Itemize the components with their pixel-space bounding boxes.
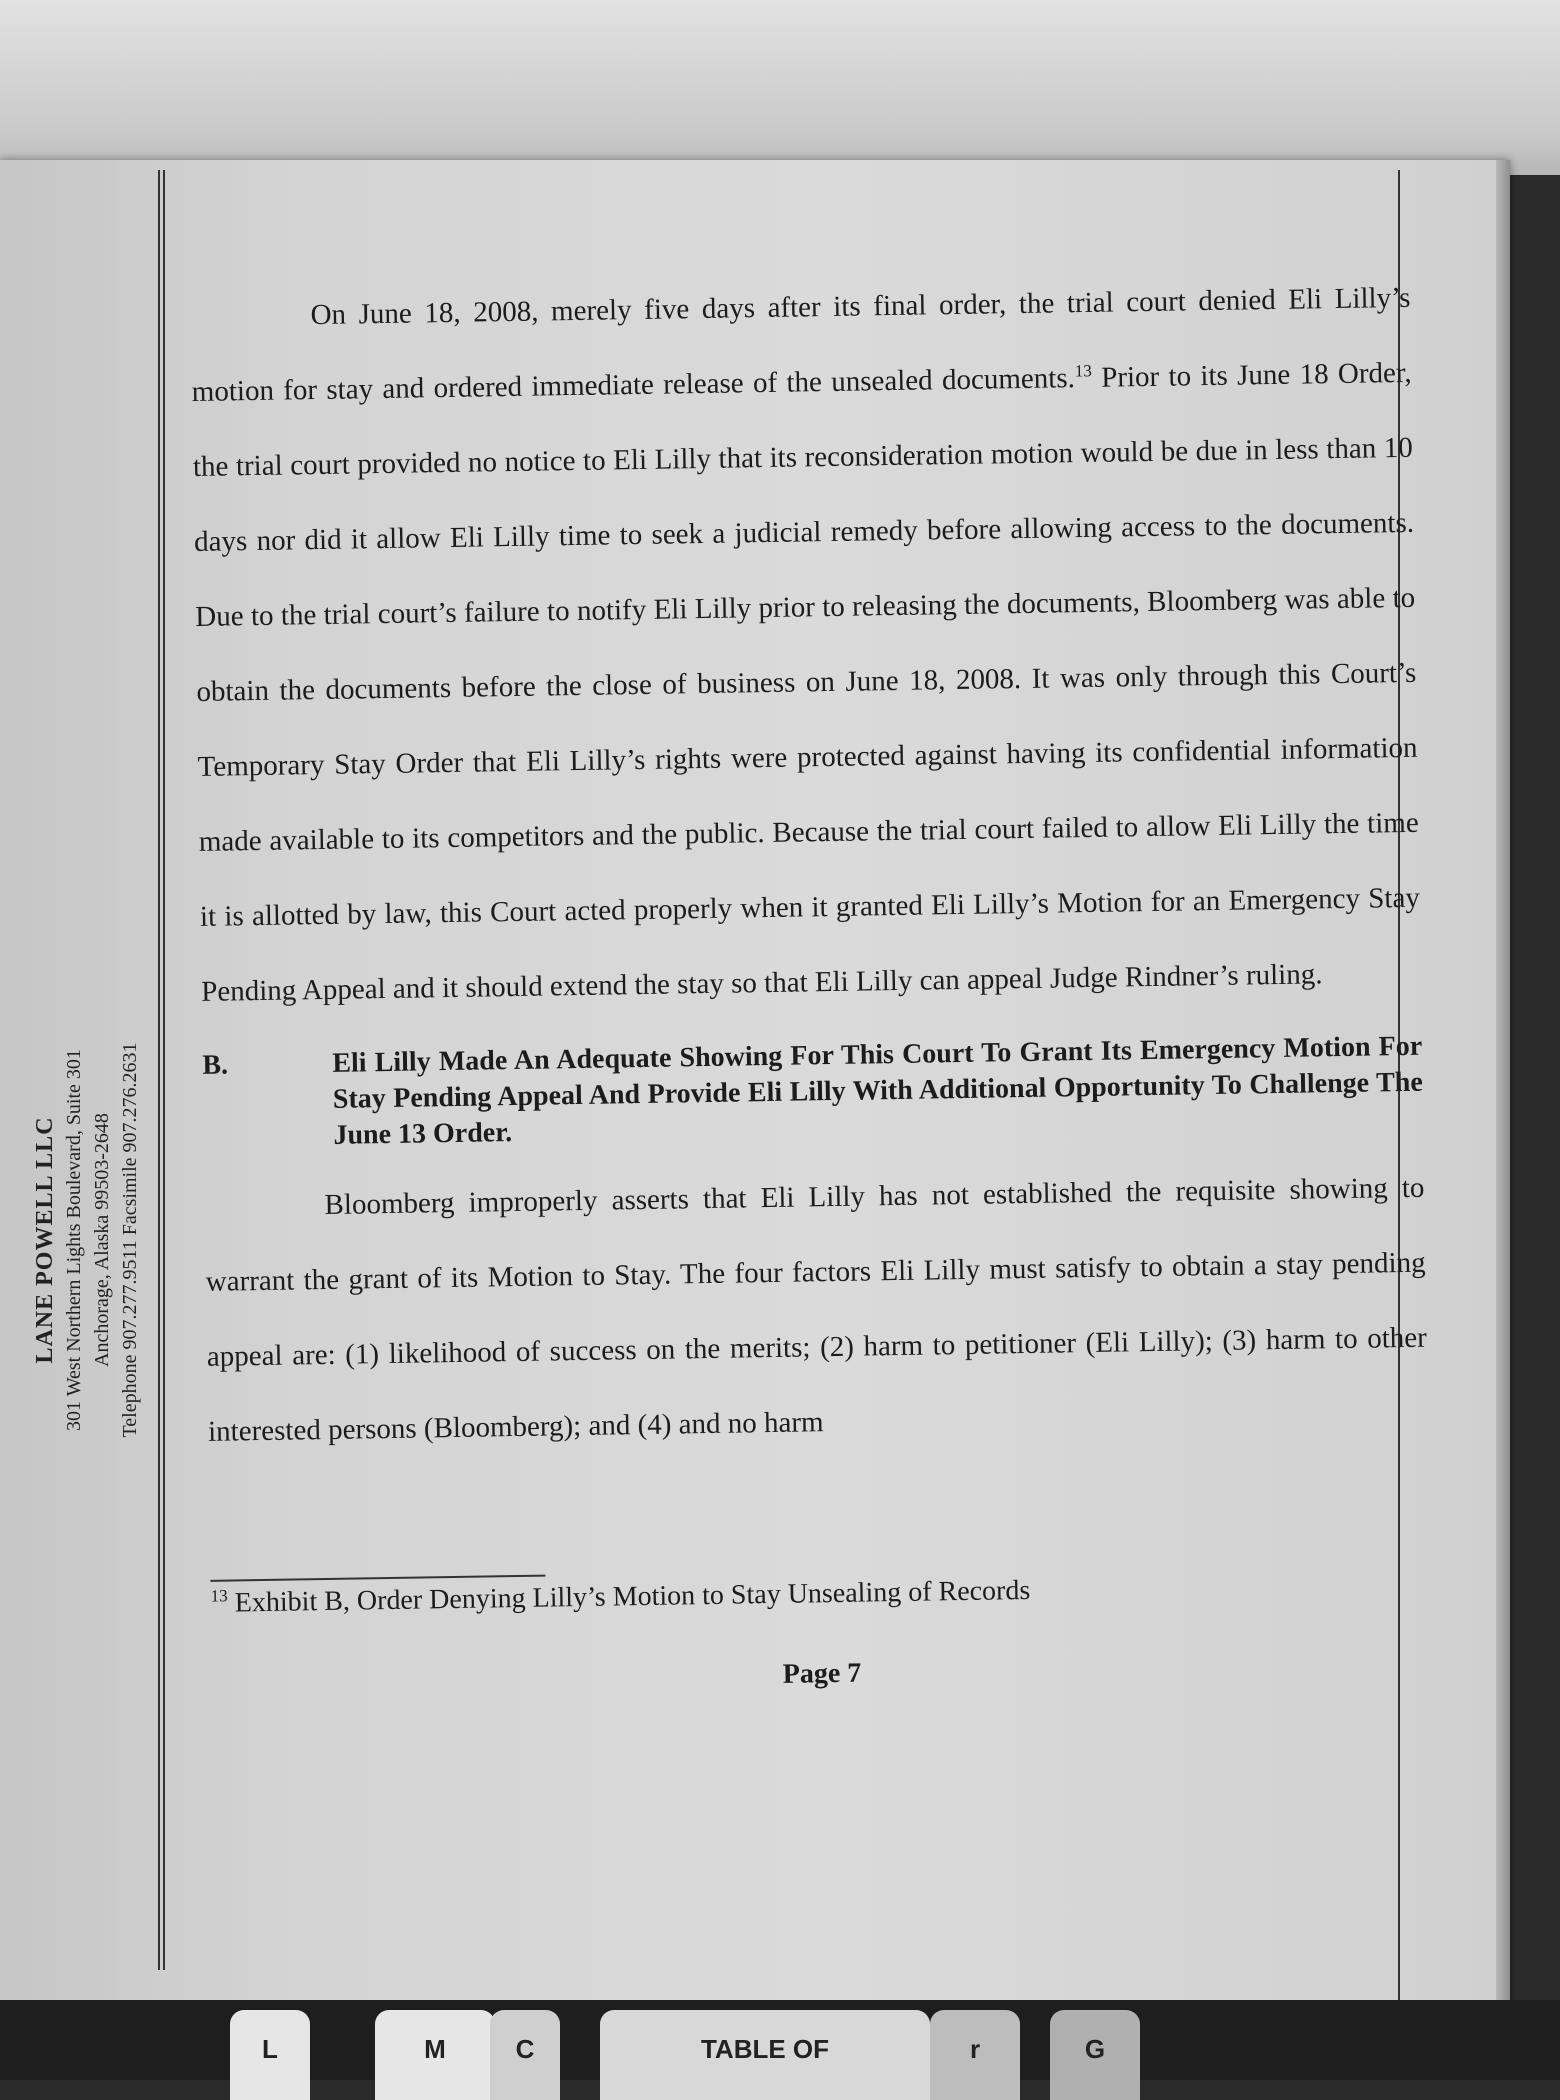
footnote-divider: [210, 1575, 545, 1582]
binder-tab[interactable]: G: [1050, 2010, 1140, 2100]
footnote-number: 13: [210, 1586, 228, 1606]
binder-tab[interactable]: C: [490, 2010, 560, 2100]
previous-page-bleed: [0, 0, 1560, 175]
footnote-reference: 13: [1074, 361, 1092, 381]
paragraph-text: On June 18, 2008, merely five days after its final order, the trial court denied Eli Lilly’s motion for stay and ordered immediate release of the unsealed documents.: [191, 281, 1411, 408]
page-content: [190, 261, 1432, 1700]
footnote-text: Exhibit B, Order Denying Lilly’s Motion to Stay Unsealing of Records: [227, 1574, 1031, 1619]
firm-address: 301 West Northern Lights Boulevard, Suite 301: [63, 1049, 85, 1431]
binder-tab[interactable]: TABLE OF: [600, 2010, 930, 2100]
firm-name: LANE POWELL LLC: [32, 1116, 58, 1364]
section-letter: B.: [202, 1049, 229, 1081]
binder-tab[interactable]: L: [230, 2010, 310, 2100]
body-paragraph: [190, 261, 1422, 1030]
section-title: Eli Lilly Made An Adequate Showing For This Court To Grant Its Emergency Motion For Stay Pending Appeal And Provide Eli Lilly With Additional Opportunity To Challenge The June 13 Order.: [332, 1030, 1423, 1151]
binder-tab[interactable]: M: [375, 2010, 495, 2100]
page-number: Page 7: [782, 1657, 862, 1690]
paragraph-text: Prior to its June 18 Order, the trial court provided no notice to Eli Lilly that its reconsideration motion would be due in less than 10 days nor did it allow Eli Lilly time to seek a judicial remedy before allowing access to the documents. Due to the trial court’s failure to notify Eli Lilly prior to releasing the documents, Bloomberg was able to obtain the documents before the close of business on June 18, 2008. It was only through this Court’s Temporary Stay Order that Eli Lilly’s rights were protected against having its confidential information made available to its competitors and the public. Because the trial court failed to allow Eli Lilly the time it is allotted by law, this Court acted properly when it granted Eli Lilly’s Motion for an Emergency Stay Pending Appeal and it should extend the stay so that Eli Lilly can appeal Judge Rindner’s ruling.: [192, 356, 1421, 1008]
document-page: [0, 160, 1510, 2020]
firm-phones: Telephone 907.277.9511 Facsimile 907.276.2631: [119, 1042, 141, 1438]
body-paragraph: Bloomberg improperly asserts that Eli Lilly has not established the requisite showing to warrant the grant of its Motion to Stay. The four factors Eli Lilly must satisfy to obtain a stay pending appeal are: (1) likelihood of success on the merits; (2) harm to petitioner (Eli Lilly); (3) harm to other interested persons (Bloomberg); and (4) and no harm: [205, 1171, 1428, 1448]
page-edge: [1496, 160, 1510, 2020]
binder-tab-strip: [0, 2000, 1560, 2080]
firm-city: Anchorage, Alaska 99503-2648: [91, 1113, 113, 1367]
binder-tab[interactable]: r: [930, 2010, 1020, 2100]
section-heading: [202, 1029, 1424, 1156]
